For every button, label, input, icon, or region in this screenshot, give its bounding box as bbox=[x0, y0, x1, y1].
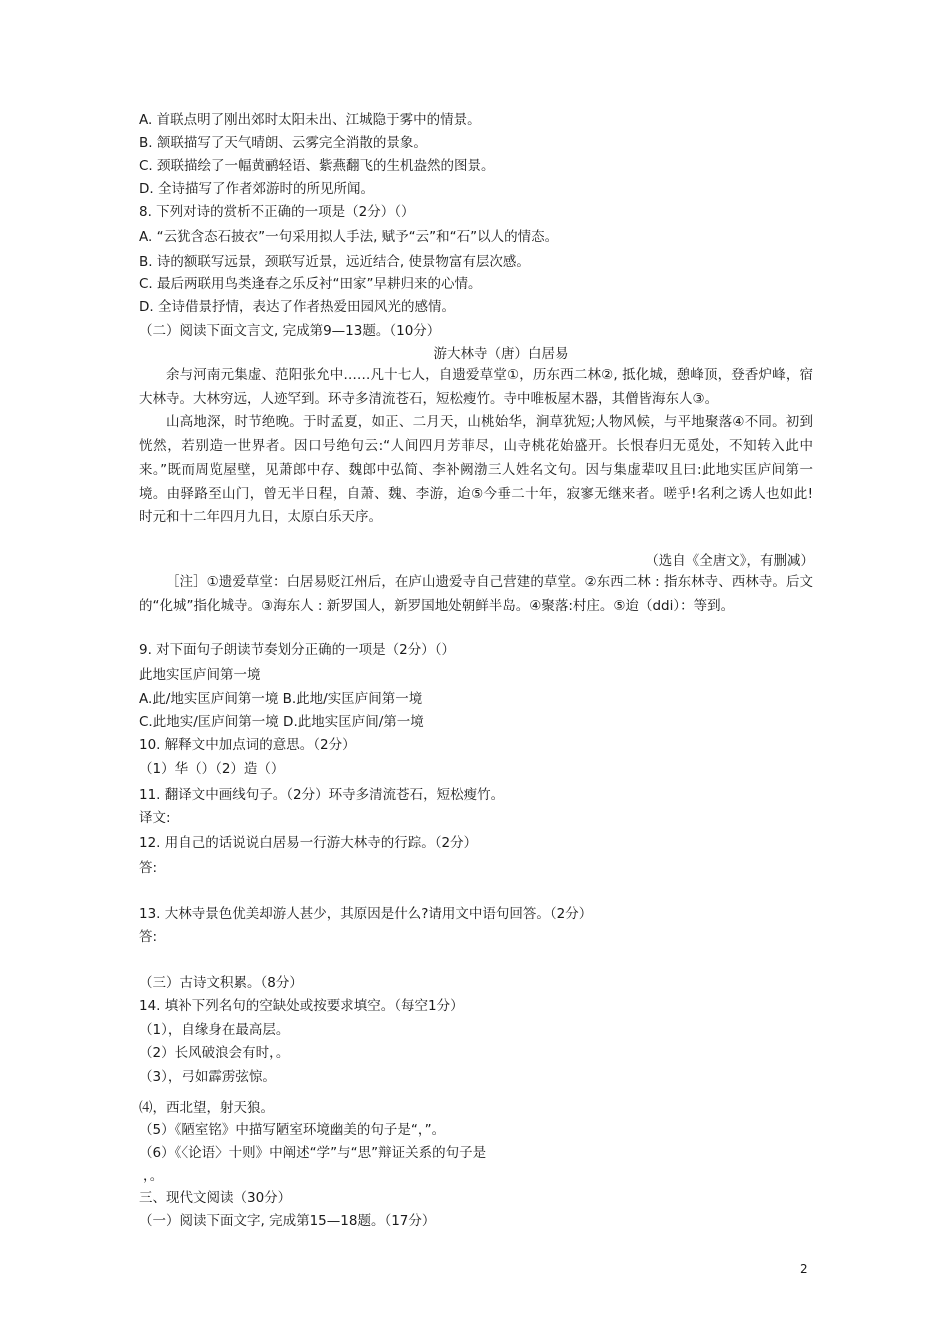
q14-item-6-continued: ，。 bbox=[143, 1168, 164, 1184]
q7-option-c: C. 颈联描绘了一幅黄鹂轻语、紫燕翻飞的生机盎然的图景。 bbox=[139, 158, 495, 174]
passage-paragraph-1: 余与河南元集虚、范阳张允中……凡十七人，自遗爱草堂①，历东西二林②, 抵化城，憩峰顶，登香炉峰，宿大林寺。大林穷远，人迹罕到。环寺多清流苍石，短松瘦竹。寺中唯板屋木器，其僧皆海东人③。 bbox=[139, 367, 813, 407]
q10-items: （1）华（）（2）造（） bbox=[139, 761, 285, 777]
passage-notes bbox=[139, 571, 813, 618]
q9-options-cd: C.此地实/匡庐间第一境 D.此地实匡庐间/第一境 bbox=[139, 714, 424, 730]
q10-stem: 10. 解释文中加点词的意思。（2分） bbox=[139, 737, 356, 753]
q8-option-c: C. 最后两联用鸟类逢春之乐反衬“田家”早耕归来的心情。 bbox=[139, 276, 482, 292]
q8-option-b: B. 诗的额联写远景，颈联写近景，远近结合, 使景物富有层次感。 bbox=[139, 254, 530, 270]
passage-body bbox=[139, 364, 813, 530]
q14-item-1: （1），自缘身在最高层。 bbox=[139, 1022, 290, 1038]
q8-stem: 8. 下列对诗的赏析不正确的一项是（2分）（） bbox=[139, 204, 415, 220]
q9-stem: 9. 对下面句子朗读节奏划分正确的一项是（2分）（） bbox=[139, 642, 456, 658]
part3-heading: 三、现代文阅读（30分） bbox=[139, 1190, 292, 1206]
passage-source: （选自《全唐文》，有删减） bbox=[645, 553, 814, 569]
passage-paragraph-2: 山高地深，时节绝晚。于时孟夏，如正、二月天，山桃始华，涧草犹短;人物风候，与平地聚落④不同。初到恍然，若别造一世界者。因口号绝句云:“人间四月芳菲尽，山寺桃花始盛开。长恨春归无觅处，不知转入此中来。”既而周览屋壁，见萧郎中存、魏郎中弘简、李补阙渤三人姓名文句。因与集虚辈叹且曰:此地实匡庐间第一境。由驿路至山门，曾无半日程，自萧、魏、李游，迨⑤今垂二十年，寂寥无继来者。嗟乎!名利之诱人也如此! 时元和十二年四月九日，太原白乐天序。 bbox=[139, 414, 813, 526]
q7-option-d: D. 全诗描写了作者郊游时的所见所闻。 bbox=[139, 181, 374, 197]
q9-options-ab: A.此/地实匡庐间第一境 B.此地/实匡庐间第一境 bbox=[139, 691, 423, 707]
q14-item-6: （6）《〈论语〉十则》中阐述“学”与“思”辩证关系的句子是 bbox=[139, 1145, 487, 1161]
q14-item-5: （5）《陋室铭》中描写陋室环境幽美的句子是“，”。 bbox=[139, 1122, 446, 1138]
q7-option-a: A. 首联点明了刚出郊时太阳未出、江城隐于雾中的情景。 bbox=[139, 112, 481, 128]
q7-option-b: B. 颔联描写了天气晴朗、云雾完全消散的景象。 bbox=[139, 135, 427, 151]
page-number: 2 bbox=[800, 1262, 808, 1276]
section2-heading: （二）阅读下面文言文, 完成第9—13题。（10分） bbox=[139, 323, 441, 339]
q11-stem: 11. 翻译文中画线句子。（2分）环寺多清流苍石，短松瘦竹。 bbox=[139, 787, 505, 803]
q8-option-d: D. 全诗借景抒情，表达了作者热爱田园风光的感情。 bbox=[139, 299, 455, 315]
section3-heading: （三）古诗文积累。（8分） bbox=[139, 975, 303, 991]
passage-title: 游大林寺（唐）白居易 bbox=[433, 346, 569, 362]
q11-answer-label: 译文: bbox=[139, 810, 171, 826]
part3-sub-heading: （一）阅读下面文字, 完成第15—18题。（17分） bbox=[139, 1213, 436, 1229]
q13-answer-label: 答: bbox=[139, 929, 158, 945]
q12-answer-label: 答: bbox=[139, 860, 158, 876]
q12-stem: 12. 用自己的话说说白居易一行游大林寺的行踪。（2分） bbox=[139, 835, 478, 851]
passage-note-text: ［注］①遗爱草堂：白居易贬江州后，在庐山遗爱寺自己营建的草堂。②东西二林 : 指东林寺、西林寺。后文的“化城”指化城寺。③海东人 : 新罗国人，新罗国地处朝鲜半岛。④聚落:村庄。⑤迨（ddi）：等到。 bbox=[139, 574, 813, 614]
q14-item-3: （3），弓如霹雳弦惊。 bbox=[139, 1069, 276, 1085]
q8-option-a: A. “云犹含态石披衣”一句采用拟人手法, 赋予“云”和“石”以人的情态。 bbox=[139, 229, 559, 245]
q9-sentence: 此地实匡庐间第一境 bbox=[139, 667, 261, 683]
q14-stem: 14. 填补下列名句的空缺处或按要求填空。（每空1分） bbox=[139, 998, 464, 1014]
q14-item-2: （2）长风破浪会有时，。 bbox=[139, 1045, 290, 1061]
q13-stem: 13. 大林寺景色优美却游人甚少，其原因是什么?请用文中语句回答。（2分） bbox=[139, 906, 593, 922]
q14-item-4: ⑷，西北望，射天狼。 bbox=[139, 1100, 274, 1116]
